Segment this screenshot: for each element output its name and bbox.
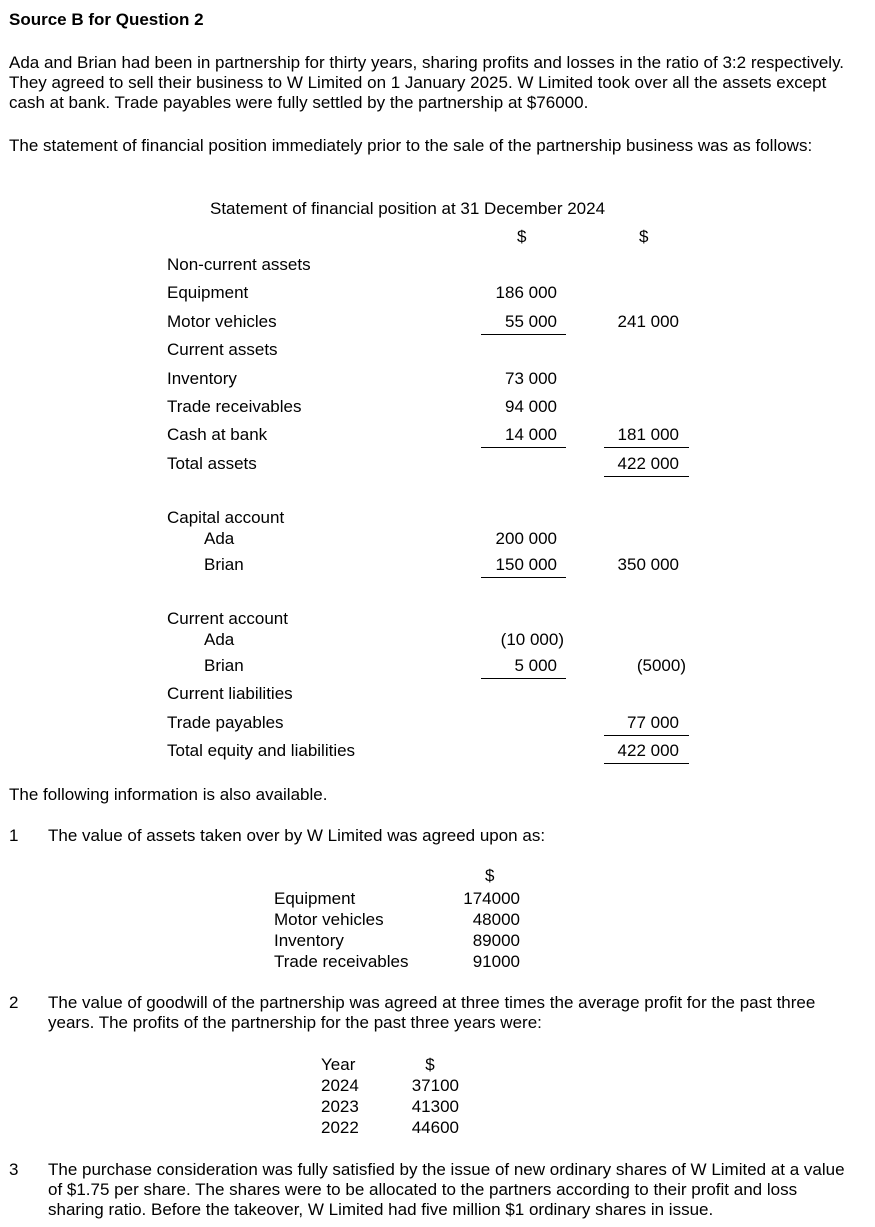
asset-label: Trade receivables bbox=[274, 952, 409, 971]
motor-vehicles-value: 55 000 bbox=[505, 312, 557, 331]
trade-receivables-value: 94 000 bbox=[505, 397, 557, 416]
equipment-value: 186 000 bbox=[495, 283, 557, 302]
capital-subtotal-rule bbox=[481, 577, 566, 578]
trade-payables-value: 77 000 bbox=[627, 713, 679, 732]
table-row bbox=[274, 909, 520, 930]
asset-value: 174000 bbox=[463, 889, 520, 908]
current-brian-label: Brian bbox=[204, 656, 244, 675]
profit-cell: 44600 bbox=[411, 1118, 459, 1137]
motor-vehicles-label: Motor vehicles bbox=[167, 312, 277, 331]
item-2-text: The value of goodwill of the partnership was agreed at three times the average profit for the past three years. The profits of the partnership for the past three years were: bbox=[48, 993, 816, 1032]
profit-cell: 41300 bbox=[411, 1097, 459, 1116]
profit-currency-header: $ bbox=[425, 1055, 435, 1074]
inventory-value: 73 000 bbox=[505, 369, 557, 388]
source-heading: Source B for Question 2 bbox=[9, 10, 204, 29]
capital-brian-label: Brian bbox=[204, 555, 244, 574]
total-assets-value: 422 000 bbox=[617, 454, 679, 473]
table-row bbox=[321, 1054, 459, 1075]
profits-table bbox=[321, 1054, 459, 1138]
current-subtotal-rule bbox=[481, 678, 566, 679]
total-equity-liabilities-label: Total equity and liabilities bbox=[167, 741, 356, 760]
sofp-title: Statement of financial position at 31 December 2024 bbox=[210, 199, 606, 218]
table-row bbox=[274, 951, 520, 972]
table-row bbox=[321, 1075, 459, 1096]
table-row bbox=[321, 1117, 459, 1138]
asset-value: 91000 bbox=[472, 952, 520, 971]
asset-value: 48000 bbox=[472, 910, 520, 929]
current-assets-heading: Current assets bbox=[167, 340, 278, 359]
capital-ada-value: 200 000 bbox=[495, 529, 557, 548]
profit-cell: 37100 bbox=[411, 1076, 459, 1095]
item-1-currency-header: $ bbox=[485, 866, 495, 885]
asset-label: Equipment bbox=[274, 889, 356, 908]
cash-at-bank-value: 14 000 bbox=[505, 425, 557, 444]
capital-ada-label: Ada bbox=[204, 529, 235, 548]
asset-value: 89000 bbox=[472, 931, 520, 950]
intro-paragraph: Ada and Brian had been in partnership for thirty years, sharing profits and losses in the ratio of 3:2 respectively. They agreed to sell their business to W Limited on 1 January 2025. W Limited took over all the assets except cash at bank. Trade payables were fully settled by the partnership at $76000. bbox=[9, 53, 845, 112]
assets-taken-rows bbox=[274, 888, 520, 972]
col1-currency-header: $ bbox=[517, 227, 527, 246]
asset-label: Motor vehicles bbox=[274, 910, 384, 929]
capital-total: 350 000 bbox=[617, 555, 679, 574]
total-assets-rule bbox=[604, 476, 689, 477]
item-3-number-label: 3 bbox=[9, 1160, 19, 1179]
assets-taken-table bbox=[274, 888, 520, 972]
total-equity-liabilities-value: 422 000 bbox=[617, 741, 679, 760]
current-ada-label: Ada bbox=[204, 630, 235, 649]
current-account-heading: Current account bbox=[167, 609, 288, 628]
ca-total-rule bbox=[604, 447, 689, 448]
total-assets-label: Total assets bbox=[167, 454, 257, 473]
item-1-number: 1 bbox=[9, 826, 19, 845]
capital-brian-value: 150 000 bbox=[495, 555, 557, 574]
lead-paragraph: The statement of financial position immediately prior to the sale of the partnership business was as follows: bbox=[9, 136, 813, 155]
current-assets-total: 181 000 bbox=[617, 425, 679, 444]
table-row bbox=[274, 888, 520, 909]
trade-payables-label: Trade payables bbox=[167, 713, 284, 732]
asset-label: Inventory bbox=[274, 931, 344, 950]
item-2-number: 2 bbox=[9, 993, 19, 1012]
item-3-text: The purchase consideration was fully satisfied by the issue of new ordinary shares of W Limited at a value of $1.75 per share. The shares were to be allocated to the partners according to their profit and loss sharing ratio. Before the takeover, W Limited had five million $1 ordinary shares in issue. bbox=[48, 1160, 845, 1219]
current-ada-value: (10 000) bbox=[500, 630, 564, 649]
table-row bbox=[321, 1096, 459, 1117]
nca-subtotal-rule bbox=[481, 334, 566, 335]
ca-subtotal-rule bbox=[481, 447, 566, 448]
current-brian-value: 5 000 bbox=[514, 656, 557, 675]
profits-rows bbox=[321, 1054, 459, 1138]
year-cell: 2024 bbox=[321, 1076, 359, 1095]
year-cell: 2023 bbox=[321, 1097, 359, 1116]
current-liabilities-heading: Current liabilities bbox=[167, 684, 293, 703]
inventory-label: Inventory bbox=[167, 369, 237, 388]
cash-at-bank-label: Cash at bank bbox=[167, 425, 268, 444]
year-cell: 2022 bbox=[321, 1118, 359, 1137]
payables-rule bbox=[604, 735, 689, 736]
total-equity-rule bbox=[604, 763, 689, 764]
also-available-text: The following information is also available. bbox=[9, 785, 328, 804]
non-current-assets-total: 241 000 bbox=[617, 312, 679, 331]
table-row bbox=[274, 930, 520, 951]
current-account-total: (5000) bbox=[636, 656, 686, 675]
item-1-text: The value of assets taken over by W Limited was agreed upon as: bbox=[48, 826, 546, 845]
year-header: Year bbox=[321, 1055, 356, 1074]
trade-receivables-label: Trade receivables bbox=[167, 397, 302, 416]
equipment-label: Equipment bbox=[167, 283, 249, 302]
non-current-assets-heading: Non-current assets bbox=[167, 255, 311, 274]
capital-account-heading: Capital account bbox=[167, 508, 285, 527]
col2-currency-header: $ bbox=[639, 227, 649, 246]
